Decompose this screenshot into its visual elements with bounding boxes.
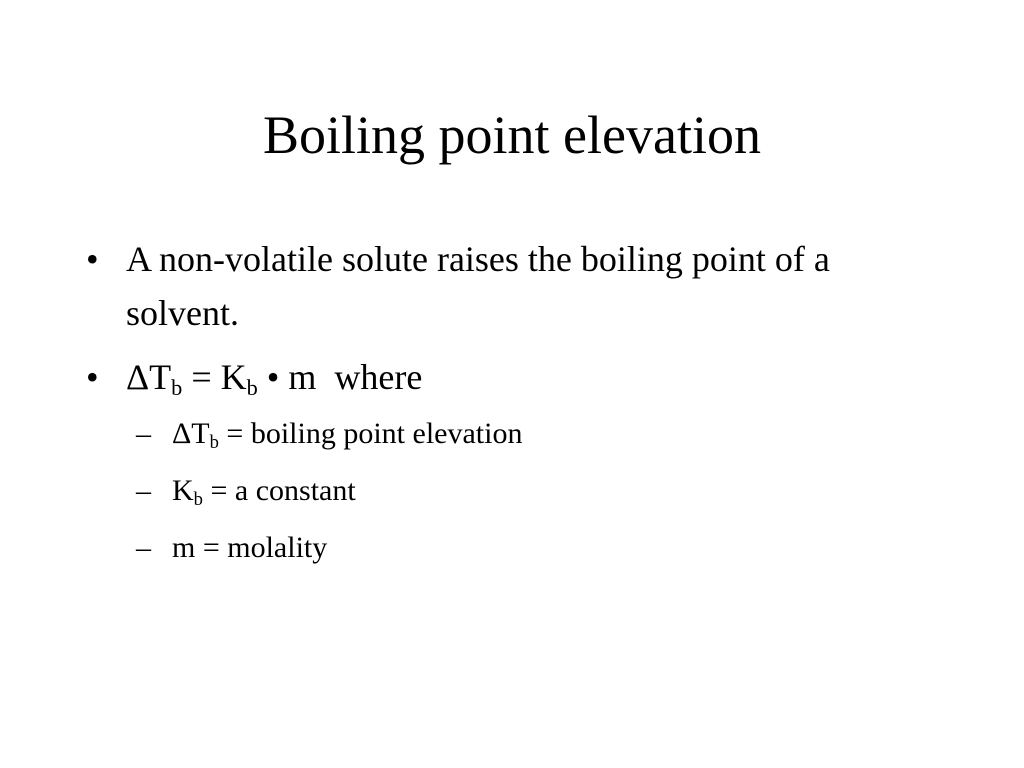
equation-equals: = bbox=[182, 357, 221, 397]
sub-item-molality bbox=[86, 528, 946, 568]
slide-title: Boiling point elevation bbox=[263, 105, 761, 165]
sub-item-subscript: b bbox=[209, 432, 219, 454]
bullet-text: A non-volatile solute raises the boiling point of a solvent. bbox=[126, 239, 830, 333]
equation-k-subscript: b bbox=[246, 375, 258, 401]
sub-item-symbol: T bbox=[191, 417, 210, 450]
sub-item-marker: – bbox=[136, 474, 151, 507]
equation-k: K bbox=[220, 357, 247, 397]
equation-t: T bbox=[149, 357, 172, 397]
slide-body bbox=[86, 232, 946, 585]
bullet-item bbox=[86, 232, 946, 340]
bullet-marker: • bbox=[86, 357, 99, 397]
equation-t-subscript: b bbox=[171, 375, 183, 401]
sub-item-kb bbox=[86, 471, 946, 511]
sub-item-delta-tb bbox=[86, 414, 946, 454]
equation-delta: Δ bbox=[126, 357, 150, 397]
sub-item-text: = a constant bbox=[202, 474, 356, 507]
sub-item-marker: – bbox=[136, 417, 151, 450]
sub-item-text: = boiling point elevation bbox=[218, 417, 523, 450]
bullet-marker: • bbox=[86, 239, 99, 279]
sub-item-symbol: K bbox=[172, 474, 194, 507]
equation-where: where bbox=[316, 357, 423, 397]
equation-m: m bbox=[288, 357, 317, 397]
equation-dot: • bbox=[257, 357, 289, 397]
sub-item-text: m = molality bbox=[172, 531, 328, 564]
sub-item-delta: Δ bbox=[172, 417, 192, 450]
bullet-item-equation bbox=[86, 350, 946, 404]
sub-item-subscript: b bbox=[193, 489, 203, 511]
sub-item-marker: – bbox=[136, 531, 151, 564]
